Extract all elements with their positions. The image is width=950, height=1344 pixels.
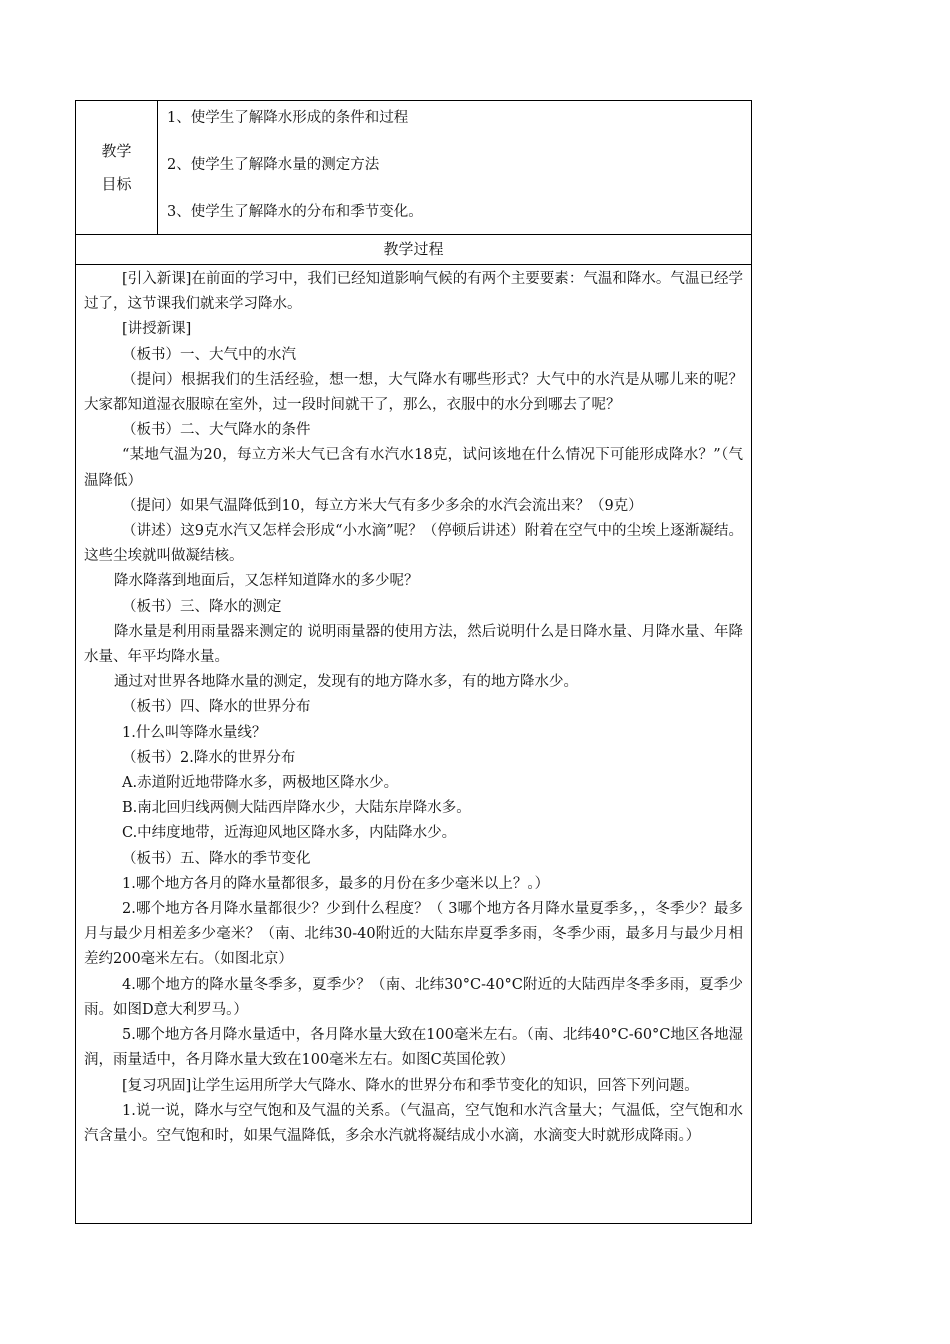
goal-label-line-1: 教学 bbox=[101, 141, 132, 160]
lesson-plan-table bbox=[75, 100, 752, 1224]
para-transition: 降水降落到地面后，又怎样知道降水的多少呢？ bbox=[114, 573, 419, 590]
para-board-1: （板书）一、大气中的水汽 bbox=[122, 346, 296, 363]
teaching-process-body bbox=[76, 265, 751, 1223]
para-dist-a: A.赤道附近地带降水多，两极地区降水少。 bbox=[122, 775, 399, 792]
para-board-3: （板书）三、降水的测定 bbox=[122, 598, 282, 615]
goal-item-1: 1、使学生了解降水形成的条件和过程 bbox=[167, 110, 409, 126]
para-review: [复习巩固]让学生运用所学大气降水、降水的世界分布和季节变化的知识，回答下列问题。 bbox=[122, 1077, 699, 1094]
teaching-goals-list bbox=[158, 101, 751, 234]
para-board-5: （板书）五、降水的季节变化 bbox=[122, 850, 311, 867]
goal-item-2: 2、使学生了解降水量的测定方法 bbox=[167, 157, 380, 173]
para-quote: “某地气温为20，每立方米大气已含有水汽水18克，试问该地在什么情况下可能形成降水？”（气温降低） bbox=[84, 447, 743, 489]
para-question-2: （提问）如果气温降低到10，每立方米大气有多少多余的水汽会流出来？（9克） bbox=[122, 497, 643, 514]
para-season-5: 5.哪个地方各月降水量适中，各月降水量大致在100毫米左右。（南、北纬40°C-60°C地区各地湿润，雨量适中，各月降水量大致在100毫米左右。如图C英国伦敦） bbox=[84, 1027, 743, 1069]
teaching-process-header: 教学过程 bbox=[76, 235, 751, 265]
para-question-1: （提问）根据我们的生活经验，想一想，大气降水有哪些形式？大气中的水汽是从哪儿来的呢？大家都知道湿衣服晾在室外，过一段时间就干了，那么，衣服中的水分到哪去了呢？ bbox=[84, 371, 743, 414]
teaching-goals-label bbox=[76, 101, 158, 234]
para-isohyet: 1.什么叫等降水量线？ bbox=[122, 724, 267, 741]
goal-item-3: 3、使学生了解降水的分布和季节变化。 bbox=[167, 204, 423, 220]
para-measure: 降水量是利用雨量器来测定的 说明雨量器的使用方法，然后说明什么是日降水量、月降水量、年降水量、年平均降水量。 bbox=[84, 623, 743, 666]
teaching-goals-row bbox=[76, 101, 751, 235]
para-explain: （讲述）这9克水汽又怎样会形成“小水滴”呢？（停顿后讲述）附着在空气中的尘埃上逐渐凝结。这些尘埃就叫做凝结核。 bbox=[84, 523, 743, 565]
para-new-lesson: [讲授新课] bbox=[122, 321, 192, 338]
goal-label-line-2: 目标 bbox=[101, 174, 132, 193]
para-board-4-2: （板书）2.降水的世界分布 bbox=[122, 749, 296, 766]
para-board-2: （板书）二、大气降水的条件 bbox=[122, 422, 311, 439]
para-season-1: 1.哪个地方各月的降水量都很多，最多的月份在多少毫米以上？。） bbox=[122, 875, 550, 892]
para-board-4: （板书）四、降水的世界分布 bbox=[122, 699, 311, 716]
para-dist-c: C.中纬度地带，近海迎风地区降水多，内陆降水少。 bbox=[122, 825, 457, 842]
para-season-4: 4.哪个地方的降水量冬季多，夏季少？（南、北纬30°C-40°C附近的大陆西岸冬季多雨，夏季少雨。如图D意大利罗马。） bbox=[84, 976, 743, 1018]
para-intro: [引入新课]在前面的学习中，我们已经知道影响气候的有两个主要要素：气温和降水。气温已经学过了，这节课我们就来学习降水。 bbox=[84, 271, 743, 313]
para-review-q1: 1.说一说，降水与空气饱和及气温的关系。（气温高，空气饱和水汽含量大；气温低，空气饱和水汽含量小。空气饱和时，如果气温降低，多余水汽就将凝结成小水滴，水滴变大时就形成降雨。） bbox=[84, 1102, 743, 1144]
para-dist-b: B.南北回归线两侧大陆西岸降水少，大陆东岸降水多。 bbox=[122, 800, 471, 817]
para-season-2: 2.哪个地方各月降水量都很少？少到什么程度？（ 3哪个地方各月降水量夏季多，，冬季少？最多月与最少月相差多少毫米？（南、北纬30-40附近的大陆东岸夏季多雨，冬季少雨，最多月与最少月相差约200毫米左右。（如图北京） bbox=[84, 901, 743, 968]
para-observation: 通过对世界各地降水量的测定，发现有的地方降水多，有的地方降水少。 bbox=[114, 674, 578, 691]
